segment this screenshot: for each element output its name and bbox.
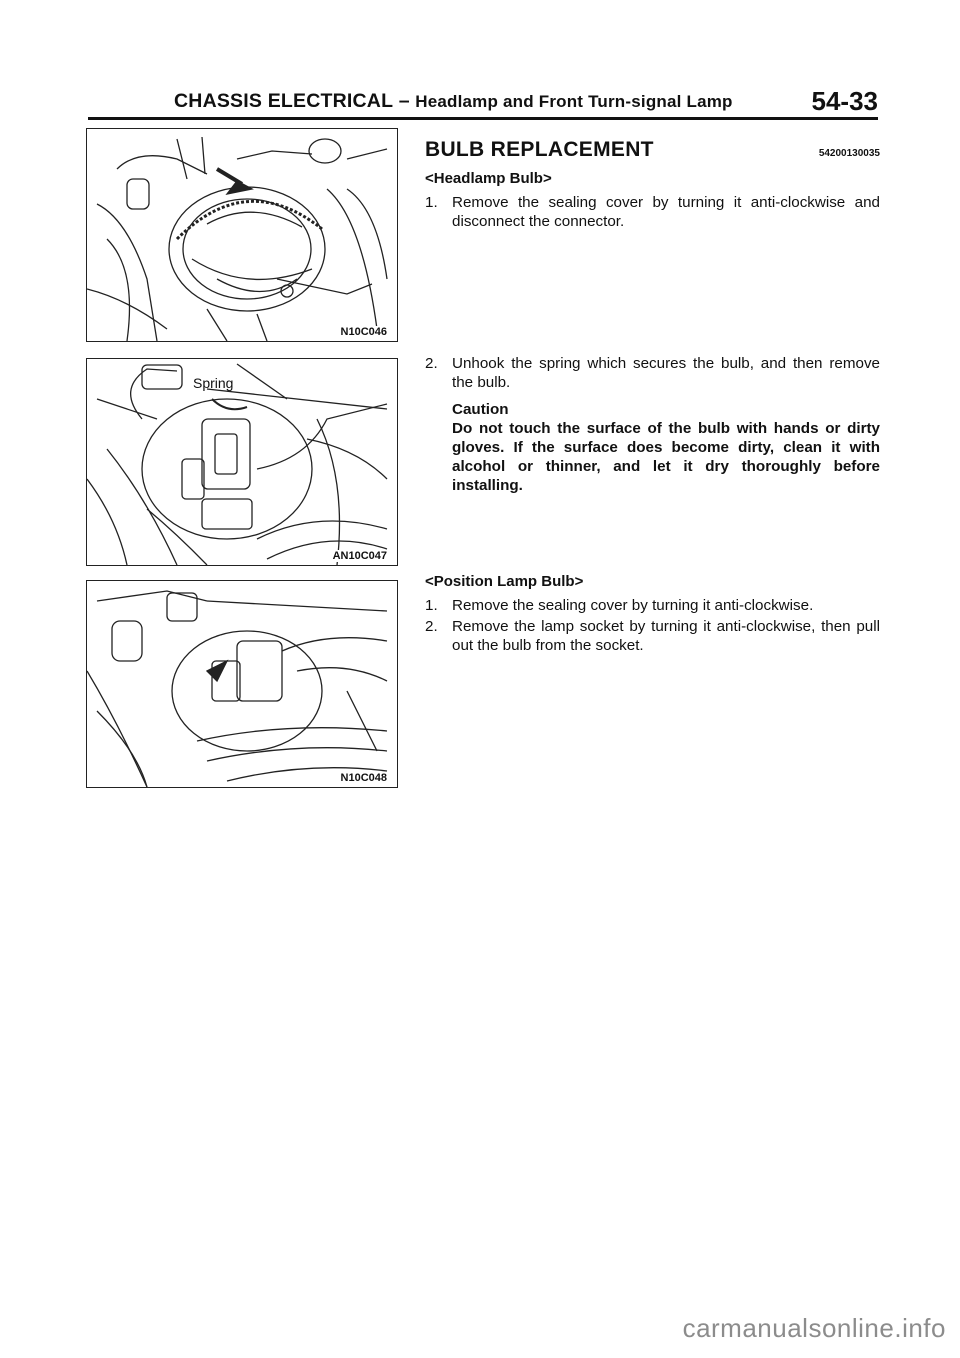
caution-text: Do not touch the surface of the bulb with hands or dirty gloves. If the surface does become dirty, clean it with alcohol or thinner, and let it dry thoroughly before installing. — [452, 420, 880, 494]
step-text: Remove the sealing cover by turning it anti-clockwise. — [452, 597, 814, 614]
headlamp-step-2 — [425, 354, 880, 392]
figure-label: AN10C047 — [332, 550, 387, 562]
caution-title: Caution — [452, 401, 509, 418]
spring-callout: Spring — [193, 375, 234, 391]
position-heading: <Position Lamp Bulb> — [425, 573, 584, 590]
section-title: BULB REPLACEMENT — [425, 138, 654, 161]
position-step-2 — [425, 617, 880, 655]
header-title — [174, 90, 733, 113]
watermark: carmanualsonline.info — [682, 1313, 946, 1343]
header-rule — [88, 117, 878, 120]
headlamp-step-2-block — [425, 354, 880, 495]
figure-headlamp-cover — [86, 128, 398, 342]
figure-headlamp-cover-drawing — [87, 129, 397, 341]
figure-headlamp-spring-drawing — [87, 359, 397, 565]
page-header — [88, 86, 878, 118]
header-title-sub: Headlamp and Front Turn-signal Lamp — [415, 92, 733, 111]
figure-headlamp-spring — [86, 358, 398, 566]
header-title-dash: – — [398, 90, 410, 112]
figure-label: N10C046 — [340, 326, 387, 338]
step-number: 2. — [425, 618, 438, 635]
header-title-main: CHASSIS ELECTRICAL — [174, 90, 394, 112]
step-number: 1. — [425, 194, 438, 211]
step-text: Remove the sealing cover by turning it anti-clockwise and disconnect the connector. — [452, 194, 880, 230]
headlamp-step-1 — [425, 193, 880, 231]
figure-label: N10C048 — [340, 772, 387, 784]
section-position-lamp — [425, 573, 880, 655]
step-text: Remove the lamp socket by turning it anti-clockwise, then pull out the bulb from the socket. — [452, 618, 880, 654]
position-step-1 — [425, 596, 880, 615]
step-text: Unhook the spring which secures the bulb, and then remove the bulb. — [452, 355, 880, 391]
section-code: 54200130035 — [818, 148, 880, 159]
figure-position-lamp-drawing — [87, 581, 397, 787]
step-number: 2. — [425, 355, 438, 372]
page-number: 54-33 — [811, 86, 878, 116]
figure-position-lamp — [86, 580, 398, 788]
headlamp-heading: <Headlamp Bulb> — [425, 170, 552, 187]
section-bulb-replacement — [425, 138, 880, 231]
step-number: 1. — [425, 597, 438, 614]
